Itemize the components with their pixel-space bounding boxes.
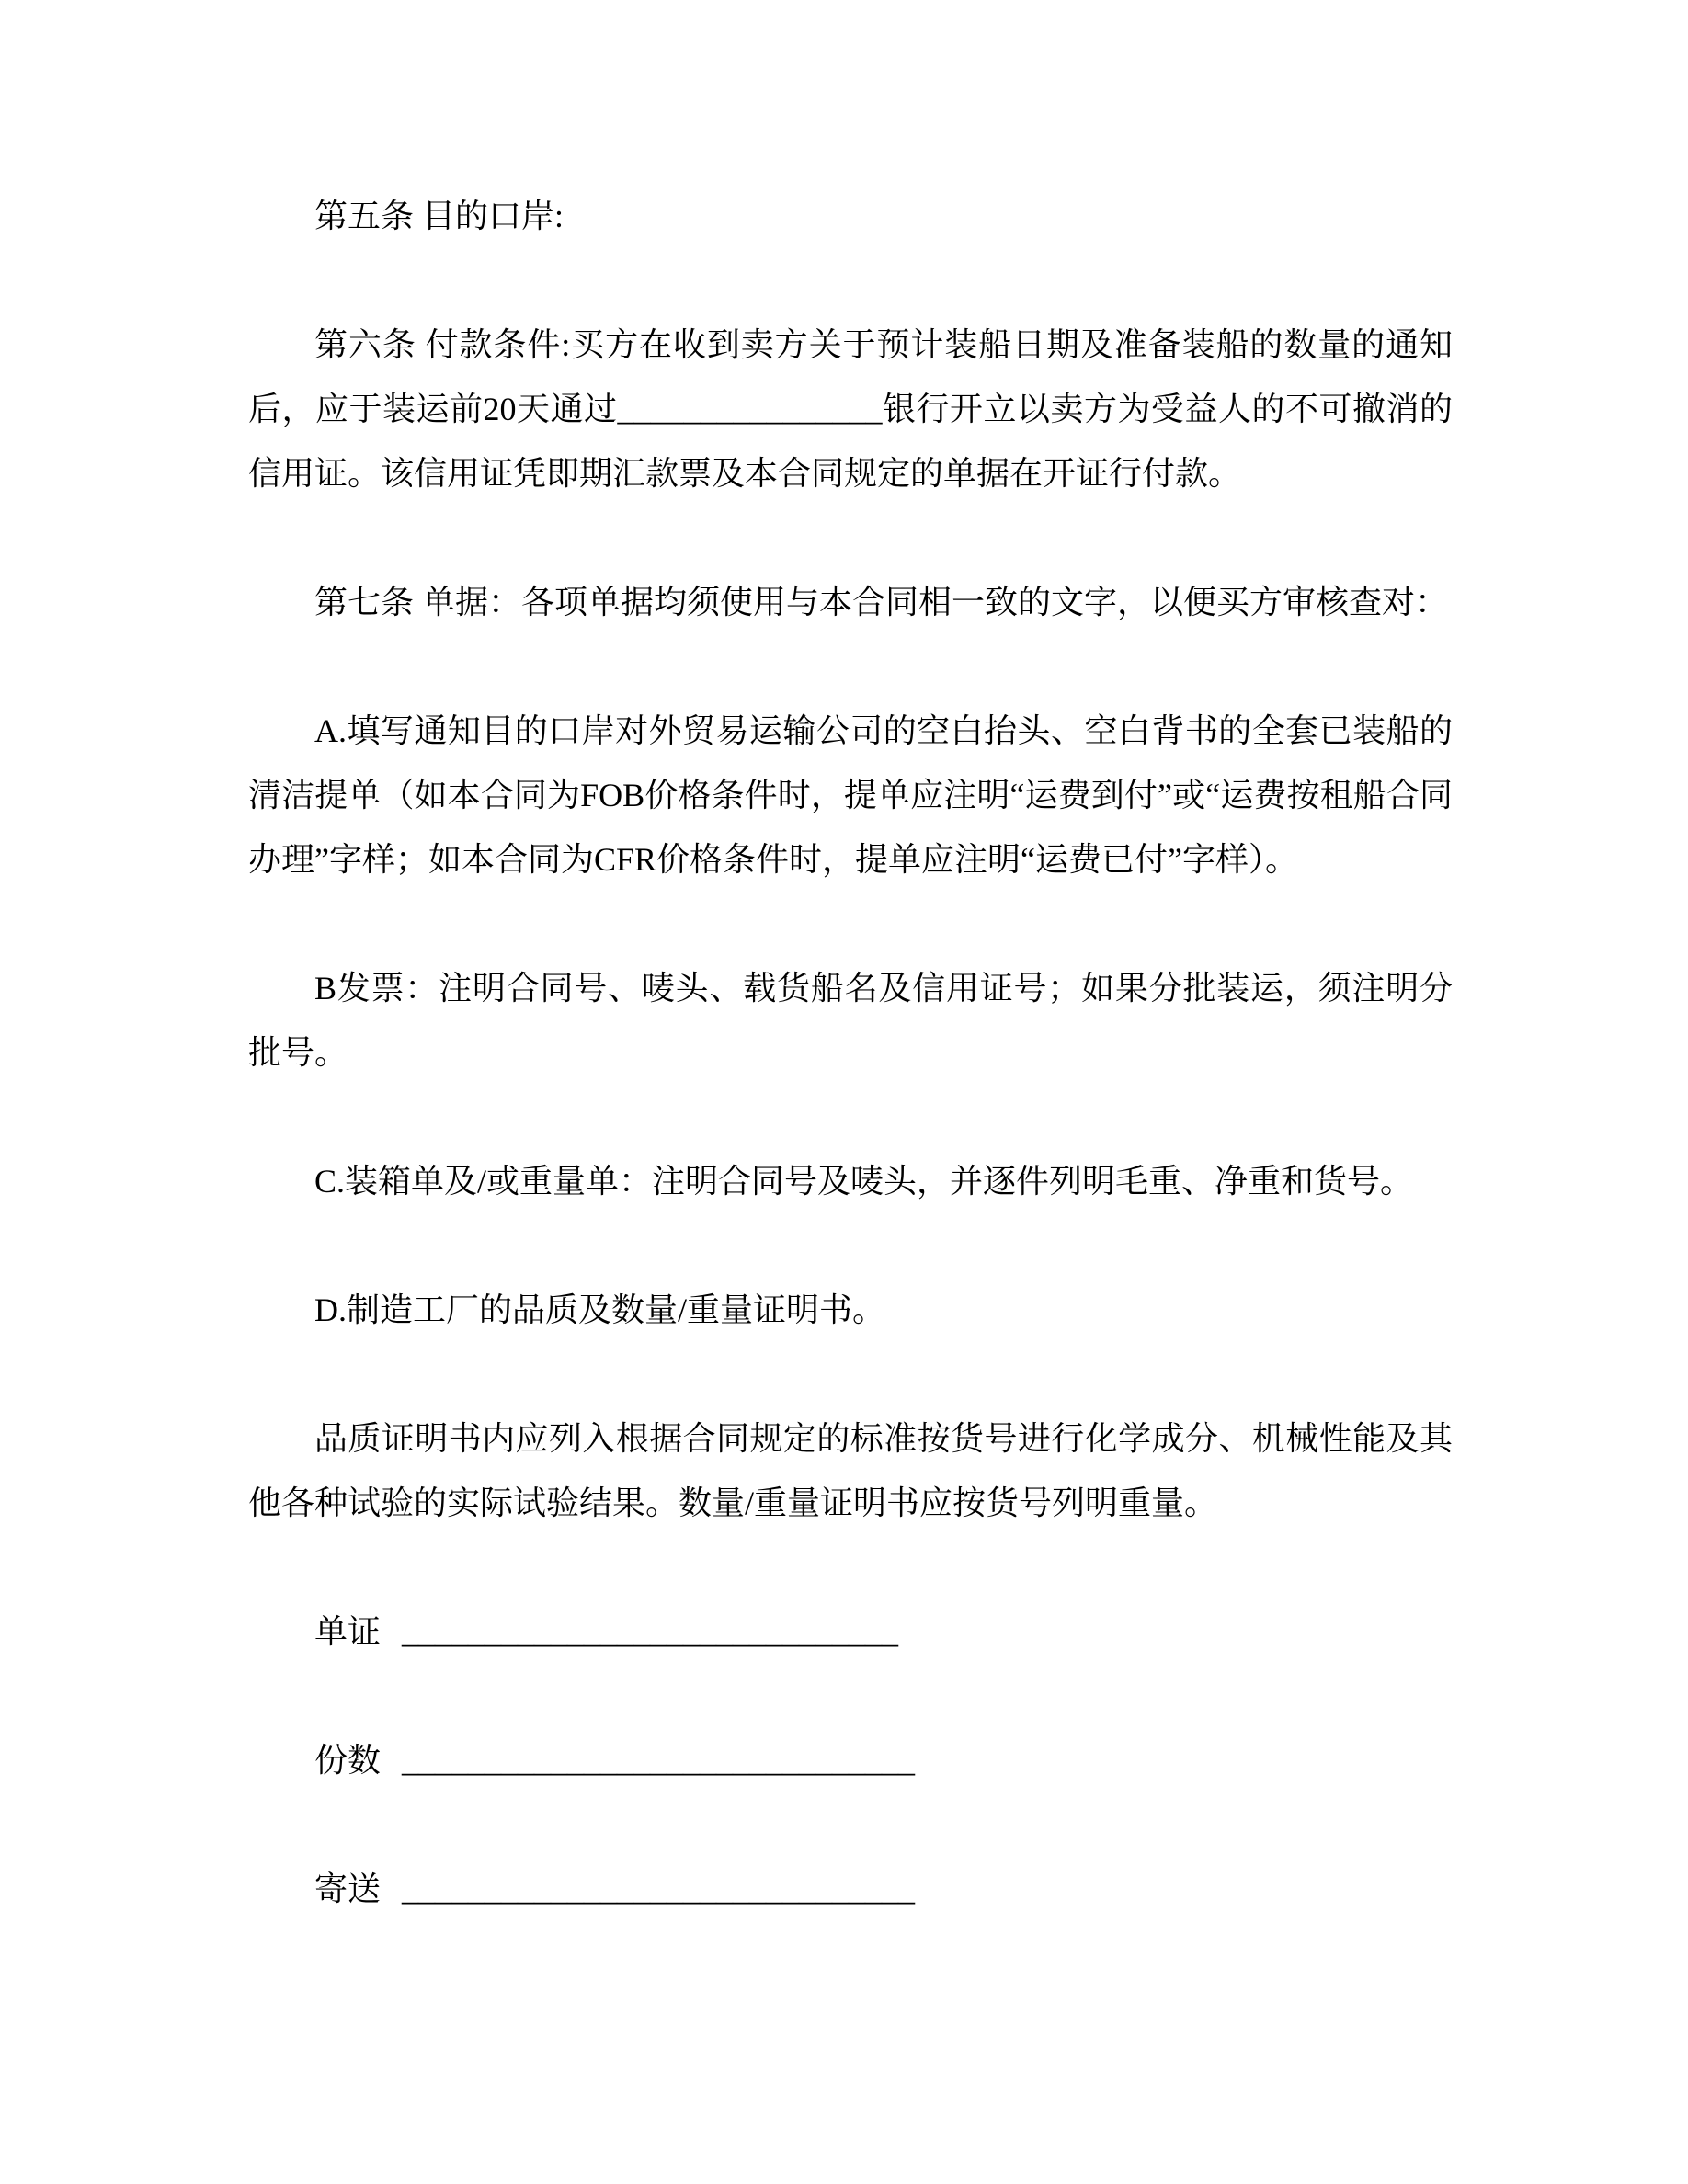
quality-certificate-note: 品质证明书内应列入根据合同规定的标准按货号进行化学成分、机械性能及其他各种试验的实际试验结果。数量/重量证明书应按货号列明重量。	[248, 1420, 1453, 1521]
field-documents-label: 单证	[314, 1613, 382, 1650]
field-send-to-blank-line: _______________________________	[402, 1871, 916, 1907]
item-b-invoice: B发票：注明合同号、唛头、载货船名及信用证号；如果分批装运，须注明分批号。	[248, 970, 1453, 1071]
field-copies-label: 份数	[314, 1742, 382, 1779]
field-copies-line	[248, 1728, 1453, 1792]
field-documents-blank-line: ______________________________	[402, 1613, 899, 1650]
item-a-bill-of-lading: A.填写通知目的口岸对外贸易运输公司的空白抬头、空白背书的全套已装船的清洁提单（如本合同为FOB价格条件时，提单应注明“运费到付”或“运费按租船合同办理”字样；如本合同为CFR价格条件时，提单应注明“运费已付”字样）。	[248, 712, 1453, 878]
clause-5-destination-port: 第五条 目的口岸:	[314, 198, 565, 234]
item-c-packing-weight-list: C.装箱单及/或重量单：注明合同号及唛头，并逐件列明毛重、净重和货号。	[314, 1163, 1414, 1200]
field-send-to-line	[248, 1857, 1453, 1921]
field-send-to-label: 寄送	[314, 1871, 382, 1907]
field-copies-blank-line: _______________________________	[402, 1742, 916, 1779]
clause-6-payment-terms: 第六条 付款条件:买方在收到卖方关于预计装船日期及准备装船的数量的通知后，应于装运前20天通过________________银行开立以卖方为受益人的不可撤消的信用证。该信用证凭即期汇款票及本合同规定的单据在开证行付款。	[248, 326, 1453, 492]
item-d-factory-certificate: D.制造工厂的品质及数量/重量证明书。	[314, 1291, 886, 1328]
field-documents-line	[248, 1599, 1453, 1664]
clause-7-documents: 第七条 单据：各项单据均须使用与本合同相一致的文字，以便买方审核查对：	[314, 584, 1449, 620]
